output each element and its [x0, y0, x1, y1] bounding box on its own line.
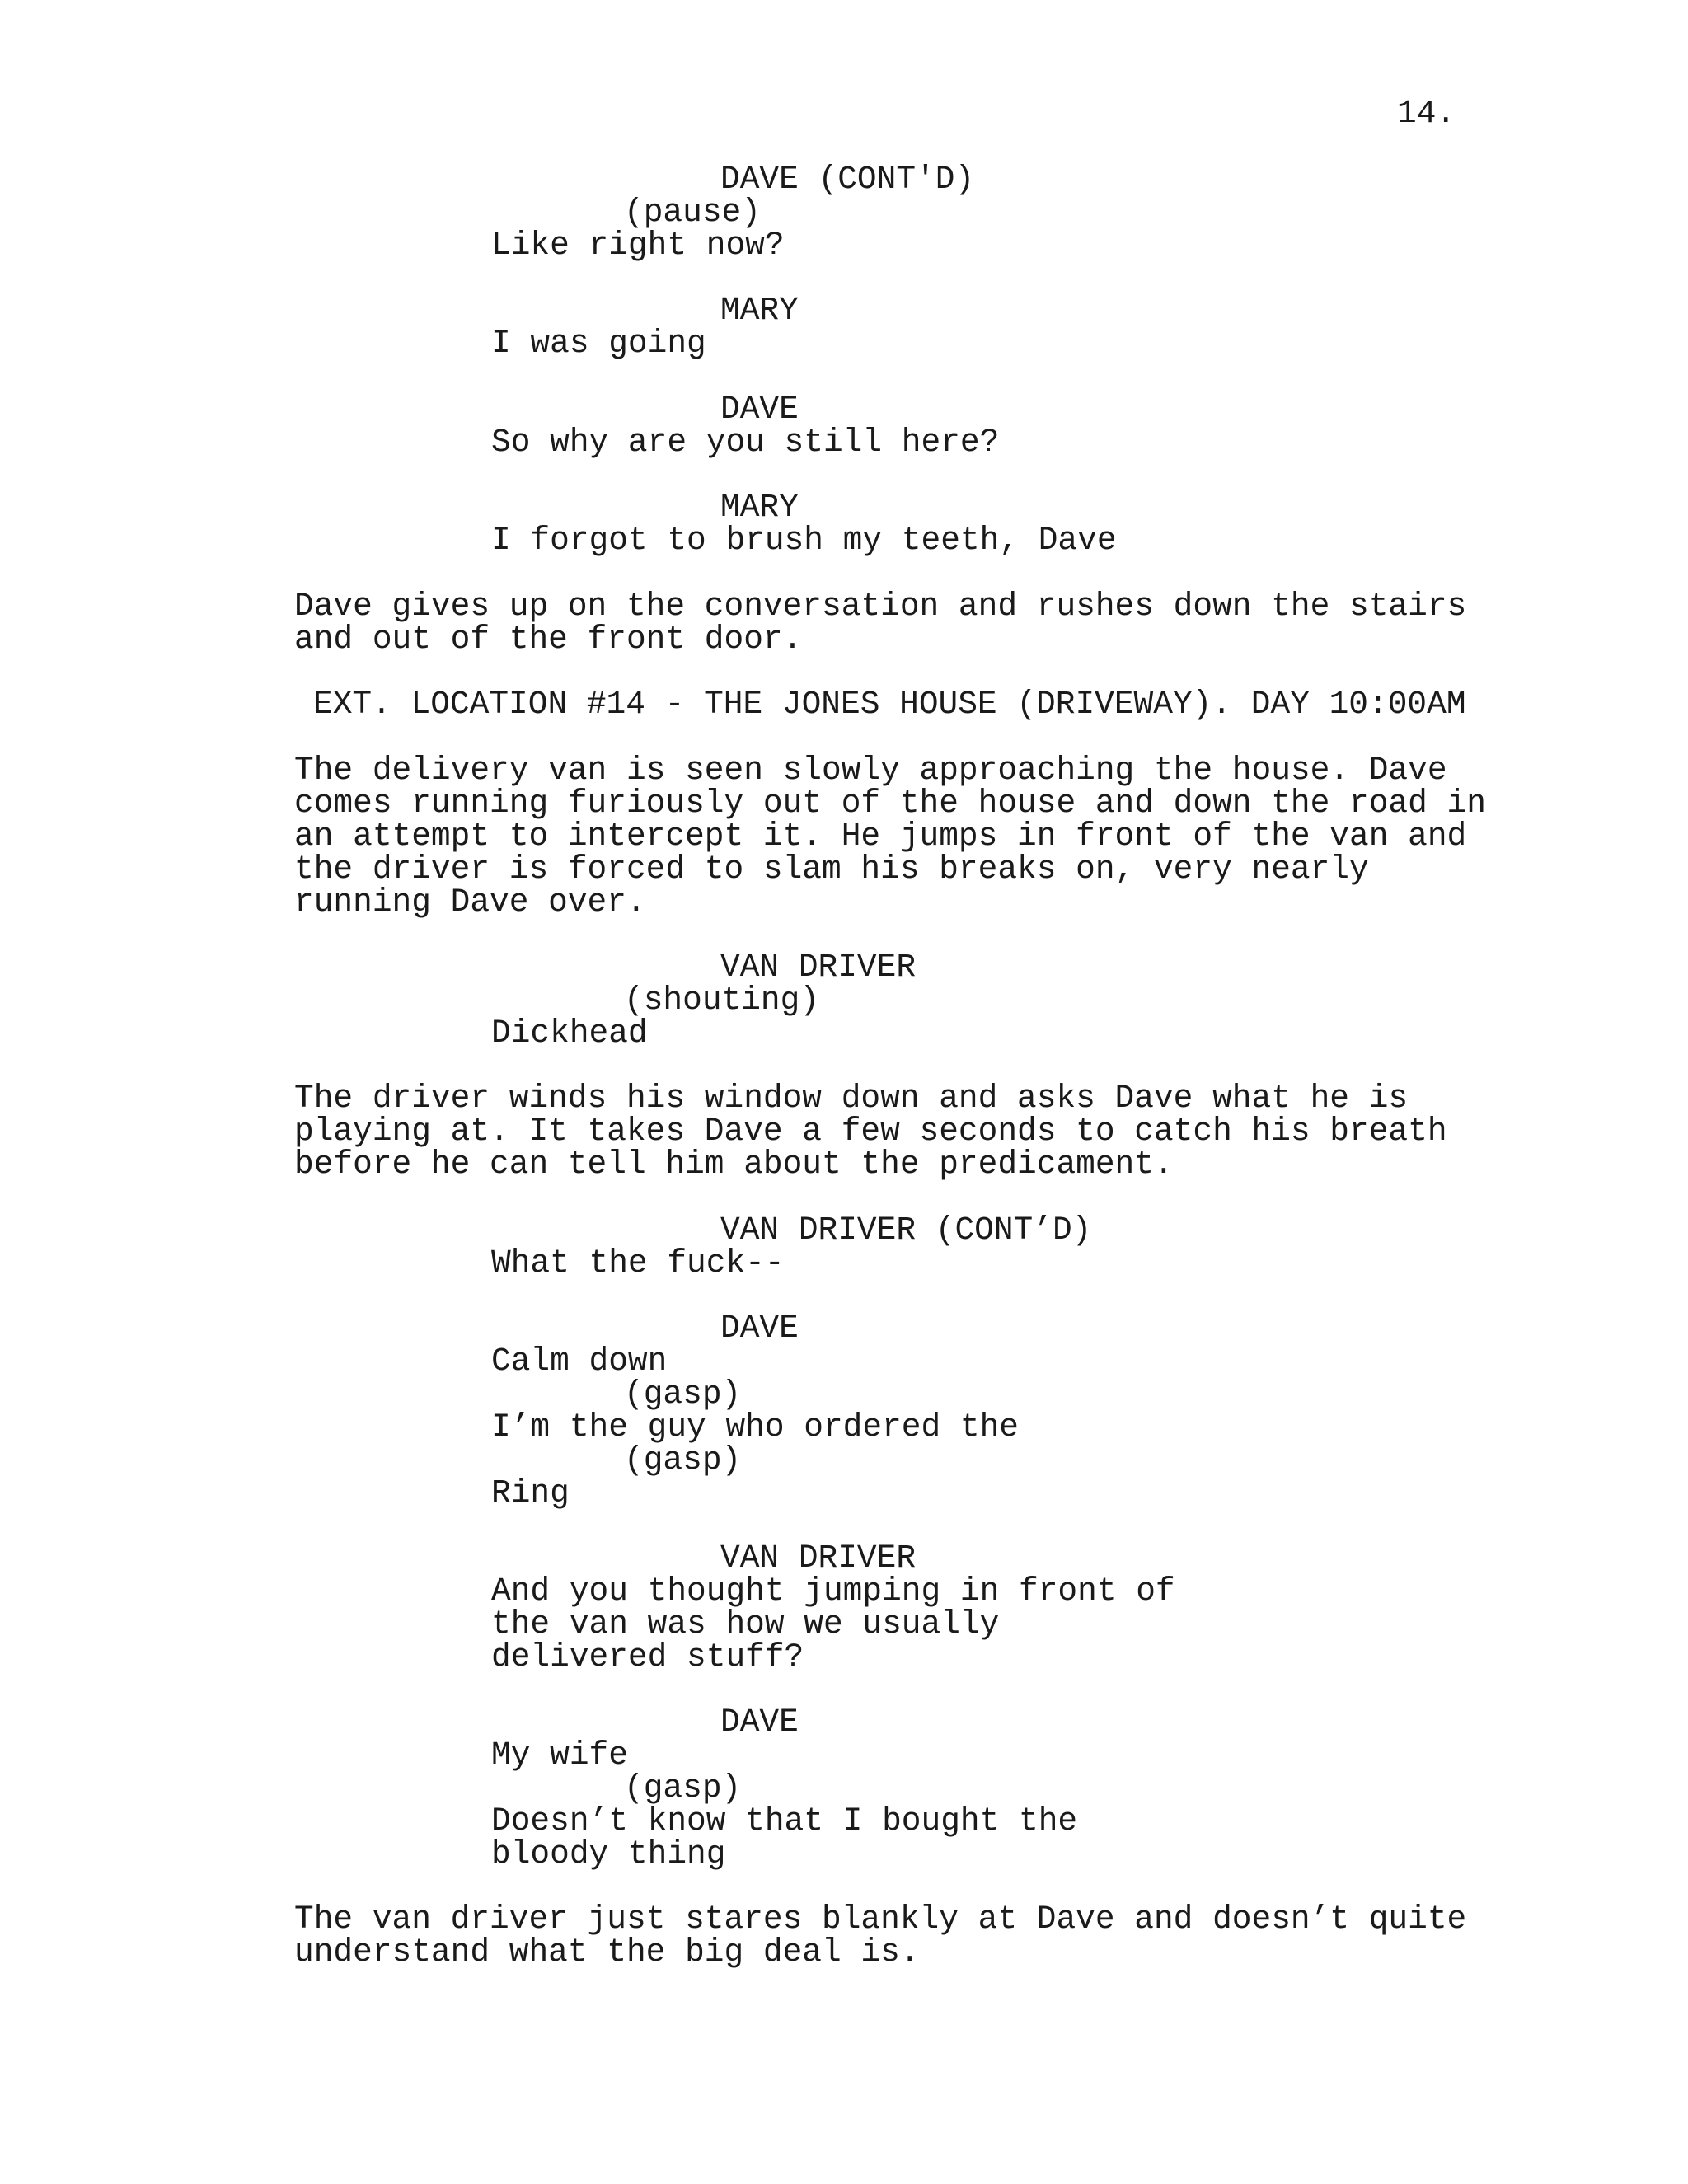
parenthetical: (shouting) [624, 982, 820, 1019]
page-number: 14. [1397, 95, 1456, 132]
character-name: DAVE [720, 1310, 799, 1347]
character-name: DAVE (CONT'D) [720, 161, 975, 198]
character-name: VAN DRIVER [720, 1540, 917, 1577]
character-name: VAN DRIVER [720, 949, 917, 986]
character-name: MARY [720, 292, 799, 329]
action-line: understand what the big deal is. [294, 1933, 920, 1971]
action-line: and out of the front door. [294, 621, 803, 658]
dialogue-line: I was going [491, 325, 706, 362]
action-line: an attempt to intercept it. He jumps in front of the van and [294, 818, 1467, 855]
character-name: DAVE [720, 391, 799, 428]
action-line: playing at. It takes Dave a few seconds to catch his breath [294, 1113, 1447, 1150]
dialogue-line: Calm down [491, 1343, 668, 1380]
dialogue-line: I forgot to brush my teeth, Dave [491, 522, 1117, 559]
action-line: The driver winds his window down and asks Dave what he is [294, 1080, 1409, 1117]
action-line: running Dave over. [294, 883, 646, 921]
parenthetical: (gasp) [624, 1769, 742, 1807]
parenthetical: (gasp) [624, 1441, 742, 1479]
dialogue-line: bloody thing [491, 1835, 726, 1872]
dialogue-line: And you thought jumping in front of [491, 1572, 1175, 1610]
action-line: The delivery van is seen slowly approaching the house. Dave [294, 752, 1447, 789]
character-name: DAVE [720, 1704, 799, 1741]
dialogue-line: the van was how we usually [491, 1605, 1000, 1643]
dialogue-line: My wife [491, 1736, 628, 1774]
dialogue-line: I’m the guy who ordered the [491, 1408, 1020, 1446]
dialogue-line: Doesn’t know that I bought the [491, 1802, 1078, 1840]
parenthetical: (pause) [624, 194, 761, 231]
action-line: Dave gives up on the conversation and rushes down the stairs [294, 588, 1467, 625]
dialogue-line: Like right now? [491, 227, 785, 264]
scene-heading: EXT. LOCATION #14 - THE JONES HOUSE (DRIVEWAY). DAY 10:00AM [313, 686, 1466, 723]
dialogue-line: delivered stuff? [491, 1638, 804, 1675]
action-line: before he can tell him about the predicament. [294, 1146, 1174, 1183]
parenthetical: (gasp) [624, 1376, 742, 1413]
dialogue-line: What the fuck-- [491, 1244, 785, 1282]
character-name: VAN DRIVER (CONT’D) [720, 1212, 1092, 1249]
action-line: the driver is forced to slam his breaks on, very nearly [294, 851, 1369, 888]
dialogue-line: Ring [491, 1474, 570, 1511]
dialogue-line: So why are you still here? [491, 424, 1000, 461]
action-line: The van driver just stares blankly at Dave and doesn’t quite [294, 1900, 1467, 1938]
character-name: MARY [720, 489, 799, 526]
dialogue-line: Dickhead [491, 1015, 648, 1052]
action-line: comes running furiously out of the house and down the road in [294, 785, 1486, 822]
